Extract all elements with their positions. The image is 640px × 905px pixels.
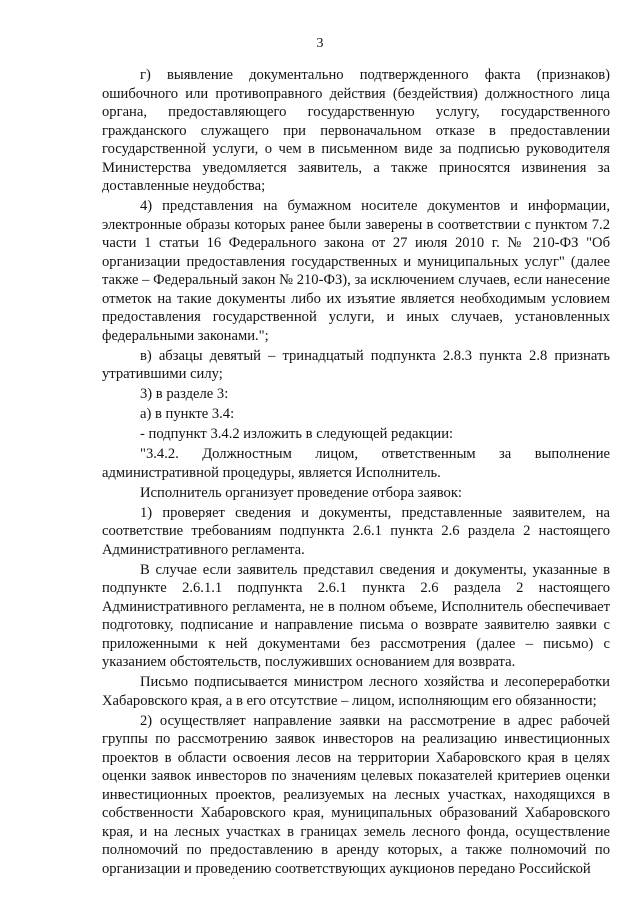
paragraph-item-g: г) выявление документально подтвержденного факта (признаков) ошибочного или противоправного действия (бездействия) должностного лица органа, предоставляющего государственную услугу, государственного гражданского служащего при первоначальном отказе в предоставлении государственной услуги, о чем в письменном виде за подписью руководителя Министерства уведомляется заявитель, а также приносятся извинения за доставленные неудобства;	[102, 67, 610, 194]
paragraph-3-4-2-text: "3.4.2. Должностным лицом, ответственным за выполнение административной процедуры, является Исполнитель.	[102, 446, 610, 481]
paragraph-item-4: 4) представления на бумажном носителе документов и информации, электронные образы которых ранее были заверены в соответствии с пунктом 7.2 части 1 статьи 16 Федерального закона от 27 июля 2010 г. № 210-ФЗ "Об организации предоставления государственных и муниципальных услуг" (далее также – Федеральный закон № 210-ФЗ), за исключением случаев, если нанесение отметок на такие документы либо их изъятие является необходимым условием предоставления государственной услуги, и иных случаев, установленных федеральными законами.";	[102, 198, 610, 344]
page-number: 3	[316, 36, 324, 51]
paragraph-point-3-4: а) в пункте 3.4:	[140, 406, 235, 422]
paragraph-return-case: В случае если заявитель представил сведения и документы, указанные в подпункте 2.6.1.1 подпункта 2.6.1 пункта 2.6 раздела 2 настоящего Административного регламента, не в полном объеме, Исполнитель обеспечивает подготовку, подписание и направление письма о возврате заявителю заявки с приложенными к ней документами без рассмотрения (далее – письмо) с указанием обстоятельств, послуживших основанием для возврата.	[102, 561, 610, 670]
scan-speck: ·	[232, 874, 236, 885]
paragraph-item-v: в) абзацы девятый – тринадцатый подпункта 2.8.3 пункта 2.8 признать утратившими силу;	[102, 347, 610, 382]
paragraph-executor-organizes: Исполнитель организует проведение отбора заявок:	[140, 484, 462, 501]
paragraph-section-3: 3) в разделе 3:	[140, 386, 229, 402]
paragraph-subpoint-3-4-2: - подпункт 3.4.2 изложить в следующей редакции:	[140, 426, 454, 442]
paragraph-list-1: 1) проверяет сведения и документы, представленные заявителем, на соответствие требованиям подпункта 2.6.1 пункта 2.6 раздела 2 настоящего Административного регламента.	[102, 504, 610, 558]
document-body	[102, 66, 610, 880]
paragraph-list-2: 2) осуществляет направление заявки на рассмотрение в адрес рабочей группы по рассмотрению заявок инвесторов на реализацию инвестиционных проектов в области освоения лесов на территории Хабаровского края в целях оценки заявок инвесторов по значениям целевых показателей критериев оценки инвестиционных проектов, реализуемых на лесных участках, находящихся в собственности Хабаровского края, муниципальных образований Хабаровского края, и на лесных участках в границах земель лесного фонда, осуществление полномочий по предоставлению в аренду которых, а также полномочий по организации и проведению соответствующих аукционов передано Российской	[102, 712, 610, 877]
paragraph-letter-signed: Письмо подписывается министром лесного хозяйства и лесопереработки Хабаровского края, а в его отсутствие – лицом, исполняющим его обязанности;	[102, 674, 610, 709]
